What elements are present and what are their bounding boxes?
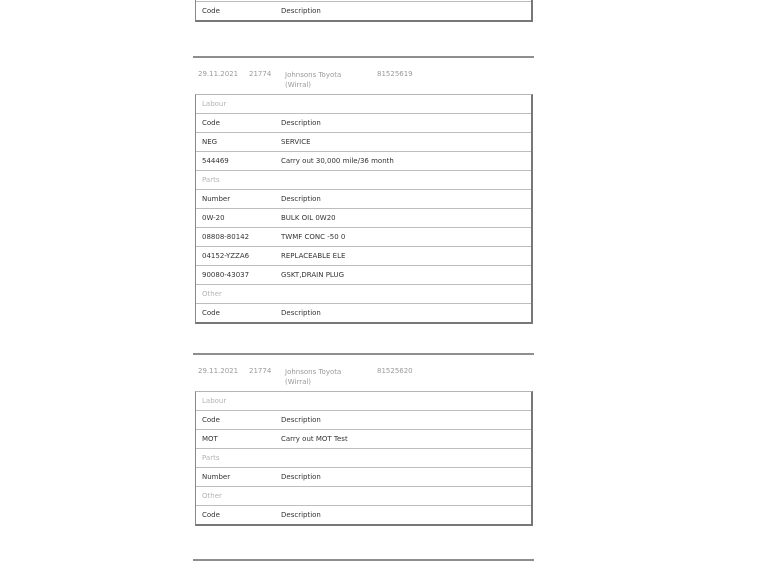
parts-section-label: Parts xyxy=(196,170,531,189)
service-record xyxy=(193,56,534,324)
service-record-table xyxy=(195,391,533,526)
labour-section-label: Labour xyxy=(202,397,227,405)
service-record-partial xyxy=(193,0,534,22)
record-date: 29.11.2021 xyxy=(198,367,239,375)
record-invoice: 81525619 xyxy=(377,70,413,78)
parts-section-label: Parts xyxy=(196,448,531,467)
parts-header-row: Number Description xyxy=(196,189,531,208)
parts-row: 04152-YZZA6 REPLACEABLE ELE xyxy=(196,246,531,265)
other-header-row: Code Description xyxy=(196,1,531,20)
other-section-label: Other xyxy=(196,486,531,505)
labour-section-label: Labour xyxy=(202,100,227,108)
record-dealer: Johnsons Toyota (Wirral) xyxy=(285,368,342,386)
parts-row: 0W-20 BULK OIL 0W20 xyxy=(196,208,531,227)
record-meta xyxy=(193,58,534,94)
record-invoice: 81525620 xyxy=(377,367,413,375)
service-record xyxy=(193,353,534,526)
record-dealer: Johnsons Toyota (Wirral) xyxy=(285,71,342,89)
service-record-next xyxy=(193,559,534,561)
other-section-label: Other xyxy=(196,284,531,303)
record-mileage: 21774 xyxy=(249,70,272,78)
record-date: 29.11.2021 xyxy=(198,70,239,78)
labour-header-row: Code Description xyxy=(196,113,531,132)
parts-row: 90080-43037 GSKT,DRAIN PLUG xyxy=(196,265,531,284)
other-header-row: Code Description xyxy=(196,505,531,524)
other-header-row: Code Description xyxy=(196,303,531,322)
record-meta xyxy=(193,355,534,391)
record-divider xyxy=(193,559,534,561)
record-mileage: 21774 xyxy=(249,367,272,375)
parts-header-row: Number Description xyxy=(196,467,531,486)
service-record-table xyxy=(195,94,533,324)
labour-header-row: Code Description xyxy=(196,410,531,429)
labour-row: 544469 Carry out 30,000 mile/36 month xyxy=(196,151,531,170)
labour-row: MOT Carry out MOT Test xyxy=(196,429,531,448)
service-record-table xyxy=(195,0,533,22)
parts-row: 08808-80142 TWMF CONC -50 0 xyxy=(196,227,531,246)
labour-row: NEG SERVICE xyxy=(196,132,531,151)
